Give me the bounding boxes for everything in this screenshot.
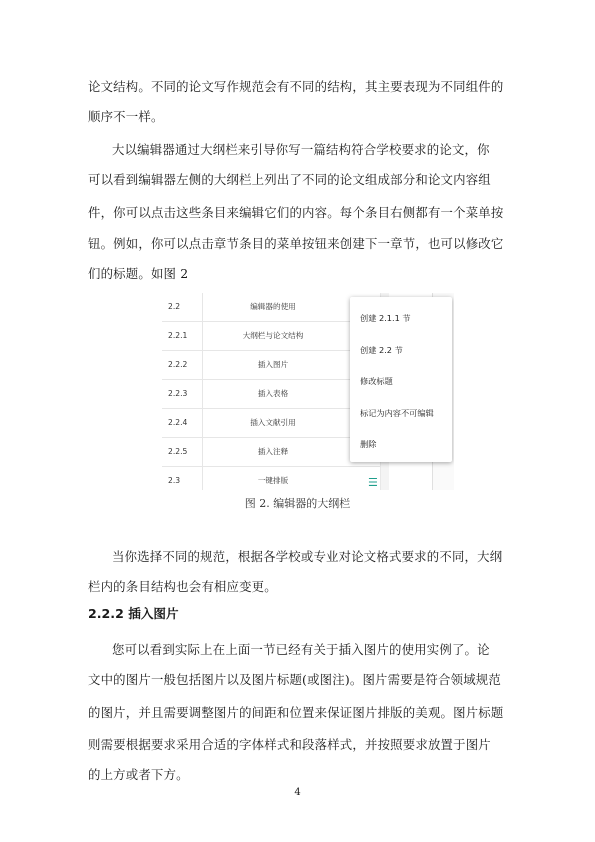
table-row[interactable]: 2.3 一键排版 — [162, 467, 382, 490]
section-heading: 2.2.2 插入图片 — [88, 606, 179, 621]
table-row[interactable]: 2.2.3 插入表格 — [162, 380, 382, 409]
paragraph-line: 栏内的条目结构也会有相应变更。 — [88, 579, 277, 594]
table-row[interactable]: 2.2.4 插入文献引用 — [162, 409, 382, 438]
paragraph-line: 大以编辑器通过大纲栏来引导你写一篇结构符合学校要求的论文，你 — [112, 142, 490, 157]
paragraph-line: 论文结构。不同的论文写作规范会有不同的结构，其主要表现为不同组件的 — [88, 79, 504, 94]
context-menu — [350, 297, 452, 462]
outline-table — [162, 293, 382, 490]
paragraph-line: 的上方或者下方。 — [88, 767, 189, 782]
paragraph-line: 当你选择不同的规范，根据各学校或专业对论文格式要求的不同，大纲 — [112, 549, 503, 564]
paragraph-line: 可以看到编辑器左侧的大纲栏上列出了不同的论文组成部分和论文内容组 — [88, 172, 491, 187]
figure-caption: 图 2. 编辑器的大纲栏 — [244, 497, 351, 510]
page-number: 4 — [294, 787, 301, 798]
paragraph-line: 的图片，并且需要调整图片的间距和位置来保证图片排版的美观。图片标题 — [88, 705, 504, 720]
table-row[interactable]: 2.2 编辑器的使用 — [162, 293, 382, 322]
table-row[interactable]: 2.2.5 插入注释 — [162, 438, 382, 467]
list-icon[interactable]: ☰ — [368, 476, 378, 489]
outline-screenshot-figure — [162, 293, 454, 490]
menu-item-create-2-2[interactable]: 创建 2.2 节 — [360, 345, 403, 355]
paragraph-line: 文中的图片一般包括图片以及图片标题(或图注)。图片需要是符合领域规范 — [88, 672, 501, 687]
menu-item-mark-readonly[interactable]: 标记为内容不可编辑 — [360, 408, 434, 418]
menu-item-create-2-1-1[interactable]: 创建 2.1.1 节 — [360, 313, 411, 323]
paragraph-line: 您可以看到实际上在上面一节已经有关于插入图片的使用实例了。论 — [112, 642, 490, 657]
table-row[interactable]: 2.2.2 插入图片 — [162, 351, 382, 380]
menu-item-rename[interactable]: 修改标题 — [360, 376, 393, 386]
paragraph-line: 件，你可以点击这些条目来编辑它们的内容。每个条目右侧都有一个菜单按 — [88, 205, 504, 220]
paragraph-line: 顺序不一样。 — [88, 109, 164, 124]
menu-item-delete[interactable]: 删除 — [360, 439, 377, 449]
paragraph-line: 则需要根据要求采用合适的字体样式和段落样式，并按照要求放置于图片 — [88, 737, 491, 752]
table-row[interactable]: 2.2.1 大纲栏与论文结构 — [162, 322, 382, 351]
paragraph-line: 钮。例如，你可以点击章节条目的菜单按钮来创建下一章节，也可以修改它 — [88, 236, 504, 251]
paragraph-line: 们的标题。如图 2 — [88, 266, 189, 281]
